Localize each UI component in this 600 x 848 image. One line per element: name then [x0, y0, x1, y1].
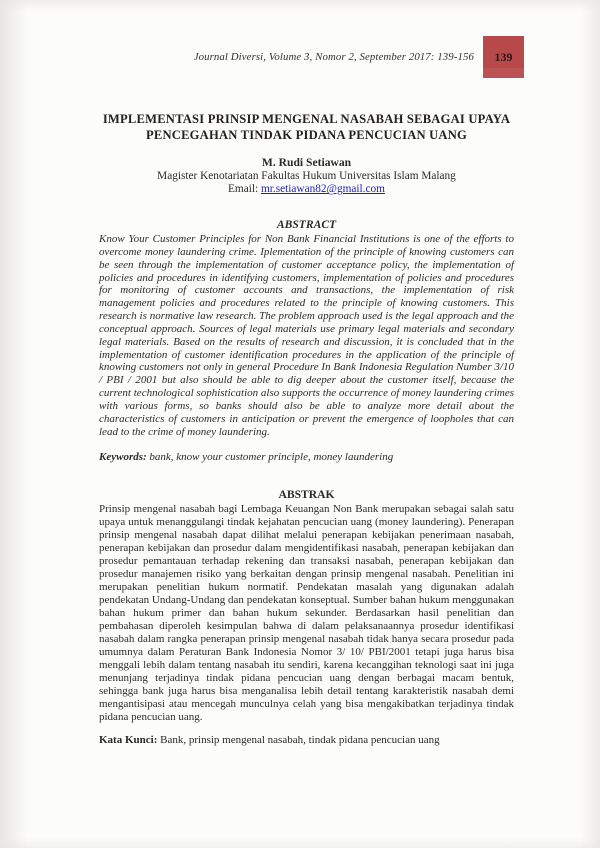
keywords-line [99, 451, 514, 464]
page-number-badge: 139 [483, 36, 524, 78]
article-content [99, 0, 514, 747]
journal-citation-line: Journal Diversi, Volume 3, Nomor 2, September 2017: 139-156 [193, 51, 474, 63]
kata-kunci-line [99, 734, 514, 747]
email-label: Email: [228, 183, 259, 196]
abstract-id-body: Prinsip mengenal nasabah bagi Lembaga Keuangan Non Bank merupakan sebagai salah satu upaya untuk menanggulangi tindak kejahatan pencucian uang (money laundering). Penerapan prinsip mengenal nasabah dapat dilihat melalui penerapan kebijakan penerimaan nasabah, penerapan kebijakan dan prosedur dalam mengidentifikasi nasabah, penerapan kebijakan dan prosedur pemantauan terhadap rekening dan transaksi nasabah, penerapan kebijakan dan prosedur manajemen risiko yang berkaitan dengan prinsip mengenal nasabah. Penelitian ini merupakan penelitian hukum normatif. Pendekatan masalah yang digunakan adalah pendekatan Undang-Undang dan pendekatan konseptual. Sumber bahan hukum menggunakan bahan hukum primer dan bahan hukum sekunder. Berdasarkan hasil penelitian dan pembahasan diperoleh kesimpulan bahwa di dalam pelaksanaannya prosedur identifikasi nasabah dalam rangka penerapan prinsip mengenal nasabah tidak hanya secara prosedur pada umumnya dalam Peraturan Bank Indonesia Nomor 3/ 10/ PBI/2001 tetapi juga harus bisa menggali lebih dalam tentang nasabah itu sendiri, karena kecanggihan teknologi saat ini juga menunjang terjadinya tindak pidana pencucian uang dengan berbagai macam bentuk, sehingga bank juga harus bisa menganalisa lebih detail tentang karakteristik nasabah demi mengantisipasi atau mencegah munculnya celah yang bisa mengakibatkan terjadinya tindak pidana pencucian uang. [99, 503, 514, 723]
abstract-en-body: Know Your Customer Principles for Non Bank Financial Institutions is one of the efforts to overcome money laundering crime. Iplementation of the principle of knowing customers can be seen through the implementation of customer acceptance policy, the implementation of policies and procedures in identifying customers, implementation of policies and procedures for monitoring of customer accounts and transactions, the implementation of risk management policies and procedures related to the principle of knowing customers. This research is normative law research. The problem approach used is the legal approach and the conceptual approach. Sources of legal materials use primary legal materials and secondary legal materials. Based on the results of research and discussion, it is concluded that in the implementation of customer identification procedures in the application of the principle of knowing customers not only in general Procedure In Bank Indonesia Regulation Number 3/10 / PBI / 2001 but also should be able to dig deeper about the customer itself, because the current technological sophistication also supports the occurrence of money laundering crimes with various forms, so banks should also be able to analyze more detail about the characteristics of customers in anticipation or prevent the emergence of loopholes that can lead to the crime of money laundering. [99, 232, 514, 438]
kata-kunci-label: Kata Kunci: [99, 733, 158, 746]
kata-kunci-text: Bank, prinsip mengenal nasabah, tindak pidana pencucian uang [160, 733, 440, 746]
author-affiliation: Magister Kenotariatan Fakultas Hukum Universitas Islam Malang [157, 169, 456, 182]
article-title: IMPLEMENTASI PRINSIP MENGENAL NASABAH SEBAGAI UPAYA PENCEGAHAN TINDAK PIDANA PENCUCIAN UANG [102, 112, 511, 142]
keywords-label: Keywords: [99, 451, 147, 464]
byline-block [99, 156, 514, 197]
email-line [99, 183, 514, 197]
abstract-id-heading: ABSTRAK [278, 488, 335, 502]
author-name: M. Rudi Setiawan [261, 156, 352, 170]
keywords-text: bank, know your customer principle, money laundering [149, 451, 394, 464]
abstract-en-heading: ABSTRACT [276, 217, 337, 231]
email-link[interactable]: mr.setiawan82@gmail.com [260, 183, 385, 196]
